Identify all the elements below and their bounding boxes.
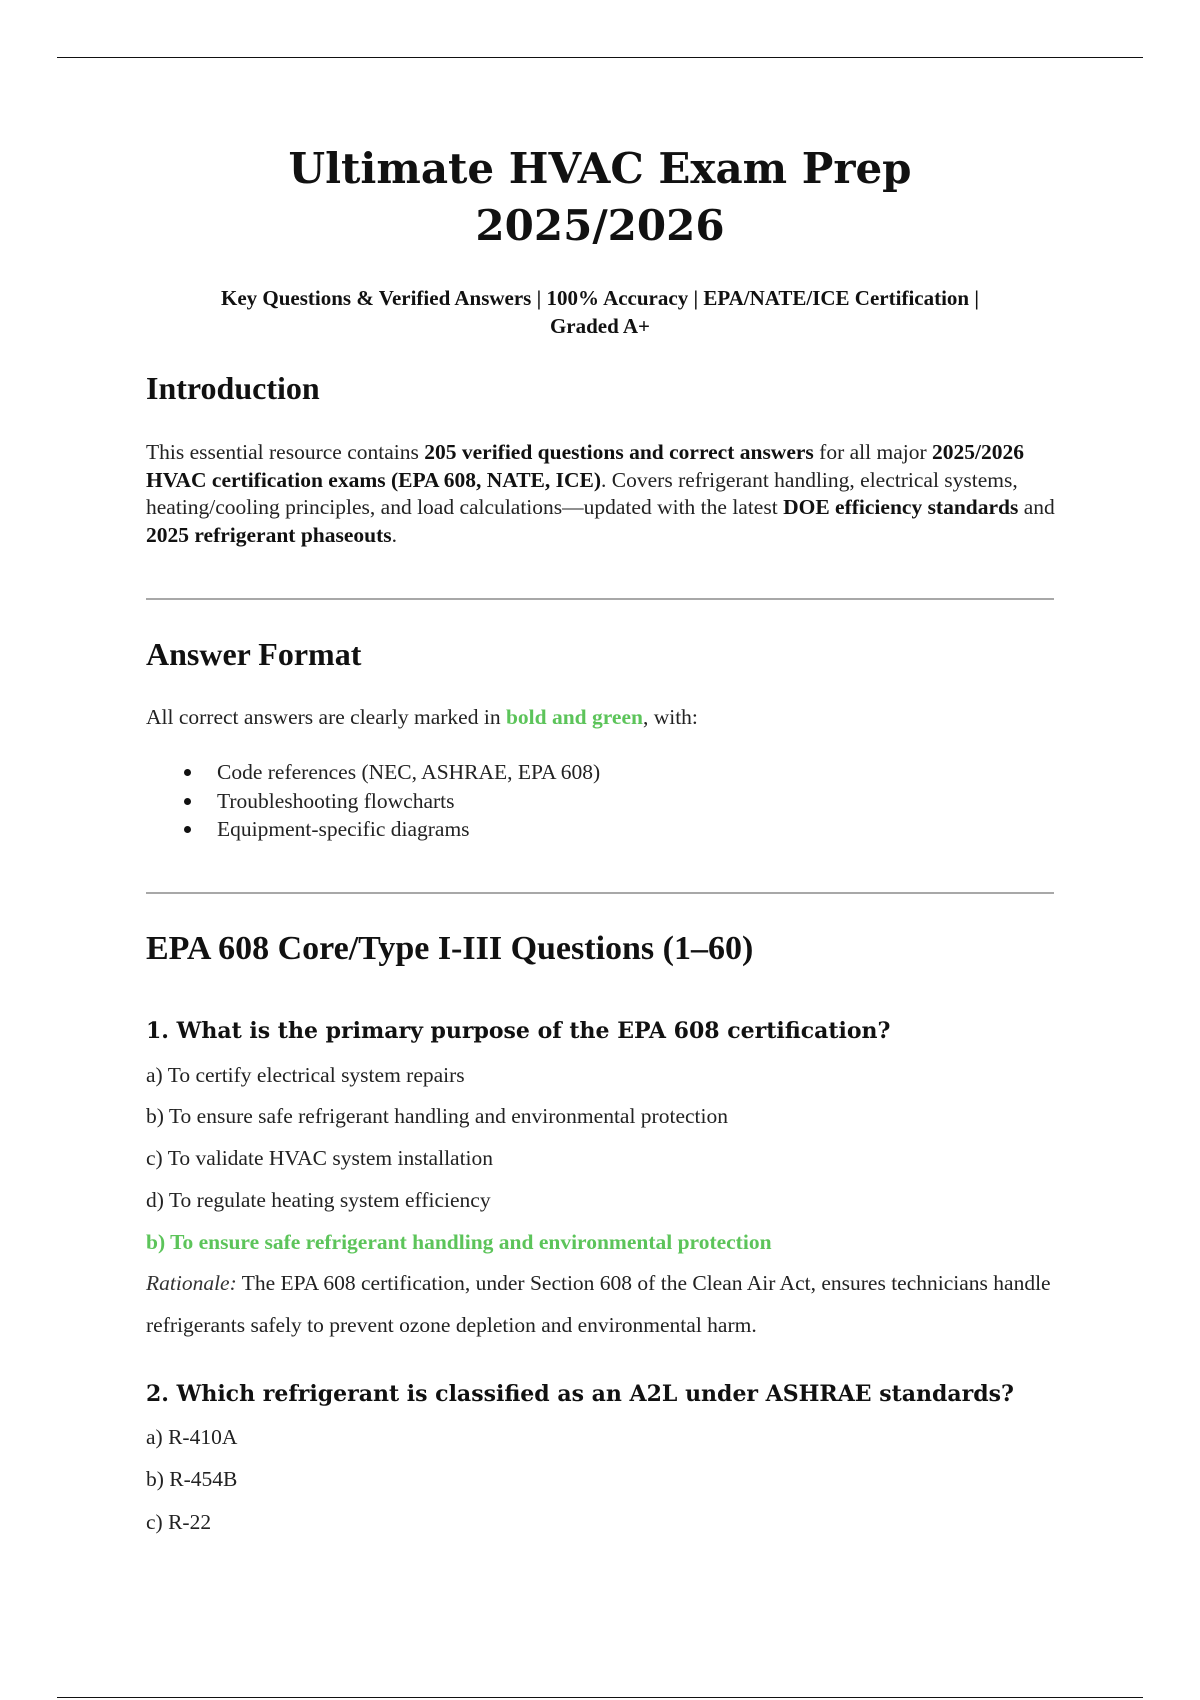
page-bottom-rule [57,1697,1143,1698]
intro-bold-3: DOE efficiency standards [783,495,1019,519]
answer-format-heading: Answer Format [146,636,362,672]
intro-text-4: and [1018,495,1055,519]
epa-section-heading: EPA 608 Core/Type I-III Questions (1–60) [146,930,754,967]
subtitle-line-2: Graded A+ [549,314,651,338]
intro-bold-1: 205 verified questions and correct answers [424,440,814,464]
intro-bold-2: 2025/2026 HVAC certification exams (EPA 608, NATE, ICE) [146,440,1024,492]
question-2-option-b: b) R-454B [146,1467,238,1491]
answer-format-text-1: All correct answers are clearly marked in [146,705,506,729]
intro-text-5: . [391,522,398,547]
intro-text-1: This essential resource contains [146,440,425,464]
answer-format-paragraph [146,704,1056,732]
bullet-dot-icon [184,798,191,805]
question-2: 2. Which refrigerant is classified as an A2L under ASHRAE standards? [146,1381,1014,1407]
document-title [146,140,1054,254]
intro-bold-4: 2025 refrigerant phaseouts [146,522,392,547]
list-item [146,758,600,787]
question-1-correct-answer: b) To ensure safe refrigerant handling and environmental protection [146,1230,772,1254]
question-1-option-b: b) To ensure safe refrigerant handling and environmental protection [146,1104,728,1128]
list-item [146,787,600,816]
list-item [146,815,600,844]
question-2-option-c: c) R-22 [146,1510,212,1534]
answer-format-list [146,758,600,844]
introduction-paragraph [146,439,1056,549]
rationale-label: Rationale: [146,1271,237,1295]
question-1-option-a: a) To certify electrical system repairs [146,1063,465,1087]
question-1: 1. What is the primary purpose of the EPA 608 certification? [146,1018,891,1044]
list-item-text: Equipment-specific diagrams [217,817,470,841]
intro-text-3: . Covers refrigerant handling, electrical systems, heating/cooling principles, and load calculations—updated with the latest [146,467,1018,519]
intro-text-2: for all major [813,440,933,464]
question-1-rationale [146,1262,1066,1346]
question-1-option-d: d) To regulate heating system efficiency [146,1188,491,1212]
question-1-option-c: c) To validate HVAC system installation [146,1146,494,1170]
page-top-rule [57,57,1143,58]
list-item-text: Troubleshooting flowcharts [217,788,455,813]
rationale-text: The EPA 608 certification, under Section 608 of the Clean Air Act, ensures technicians handle refrigerants safely to prevent ozone depletion and environmental harm. [146,1271,1051,1337]
bullet-dot-icon [184,826,191,833]
introduction-heading: Introduction [146,370,320,406]
document-subtitle [146,284,1054,340]
title-line-1: Ultimate HVAC Exam Prep [288,144,912,193]
section-divider [146,892,1054,894]
title-line-2: 2025/2026 [475,201,725,250]
subtitle-line-1: Key Questions & Verified Answers | 100% Accuracy | EPA/NATE/ICE Certification | [221,286,979,310]
answer-format-text-2: , with: [642,705,698,729]
question-2-option-a: a) R-410A [146,1425,238,1449]
answer-format-green-text: bold and green [505,705,643,729]
section-divider [146,598,1054,600]
list-item-text: Code references (NEC, ASHRAE, EPA 608) [217,760,601,784]
bullet-dot-icon [184,769,191,776]
